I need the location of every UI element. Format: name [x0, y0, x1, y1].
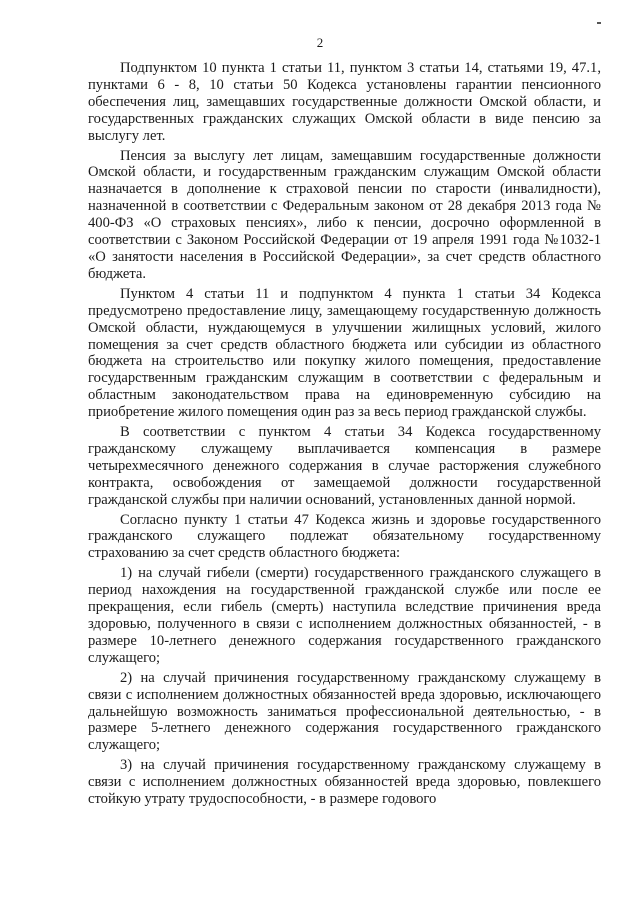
list-item-disability: 2) на случай причинения государственному гражданскому служащему в связи с исполнением должностных обязанностей вреда здоровью, исключающего дальнейшую возможность заниматься профессиональной деятельностью, - в размере 5-летнего денежного содержания государственного гражданского служащего; — [88, 669, 601, 754]
paragraph-pension-guarantees: Подпунктом 10 пункта 1 статьи 11, пунктом 3 статьи 14, статьями 19, 47.1, пунктами 6 - 8, 10 статьи 50 Кодекса установлены гарантии пенсионного обеспечения лиц, замещавших государственные должности Омской области, и государственных гражданских служащих Омской области в виде пенсию за выслугу лет. — [88, 60, 601, 144]
page-number: 2 — [316, 35, 324, 50]
paragraph-housing: Пунктом 4 статьи 11 и подпунктом 4 пункта 1 статьи 34 Кодекса предусмотрено предоставление лицу, замещающему государственную должность Омской области, нуждающемуся в улучшении жилищных условий, жилого помещения за счет средств областного бюджета или субсидии из областного бюджета на строительство или покупку жилого помещения, предоставление государственным гражданским служащим в соответствии с федеральным и областным законодательством права на единовременную субсидию на приобретение жилого помещения один раз за весь период гражданской службы. — [88, 285, 601, 421]
list-item-death: 1) на случай гибели (смерти) государственного гражданского служащего в период нахождения на государственной гражданской службе или после ее прекращения, если гибель (смерть) наступила вследствие причинения вреда здоровью, полученного в связи с исполнением должностных обязанностей, - в размере 10-летнего денежного содержания государственного гражданского служащего; — [88, 565, 601, 666]
paragraph-seniority-pension: Пенсия за выслугу лет лицам, замещавшим государственные должности Омской области, и государственным гражданским служащим Омской области назначается в дополнение к страховой пенсии по старости (инвалидности), назначенной в соответствии с Федеральным законом от 28 декабря 2013 года № 400-ФЗ «О страховых пенсиях», либо к пенсии, досрочно оформленной в соответствии с Законом Российской Федерации от 19 апреля 1991 года №1032-1 «О занятости населения в Российской Федерации», за счет средств областного бюджета. — [88, 147, 601, 282]
paragraph-compensation: В соответствии с пунктом 4 статьи 34 Кодекса государственному гражданскому служащему выплачивается компенсация в размере четырехмесячного денежного содержания в случае расторжения служебного контракта, освобождения от замещаемой должности государственной гражданской службы при наличии оснований, установленных данной нормой. — [88, 424, 601, 508]
list-item-work-capacity-loss: 3) на случай причинения государственному гражданскому служащему в связи с исполнением должностных обязанностей вреда здоровью, повлекшего стойкую утрату трудоспособности, - в размере годового — [88, 757, 601, 808]
scan-mark — [597, 22, 601, 24]
document-body — [88, 60, 601, 811]
paragraph-insurance-intro: Согласно пункту 1 статьи 47 Кодекса жизнь и здоровье государственного гражданского служащего подлежат обязательному государственному страхованию за счет средств областного бюджета: — [88, 511, 601, 562]
